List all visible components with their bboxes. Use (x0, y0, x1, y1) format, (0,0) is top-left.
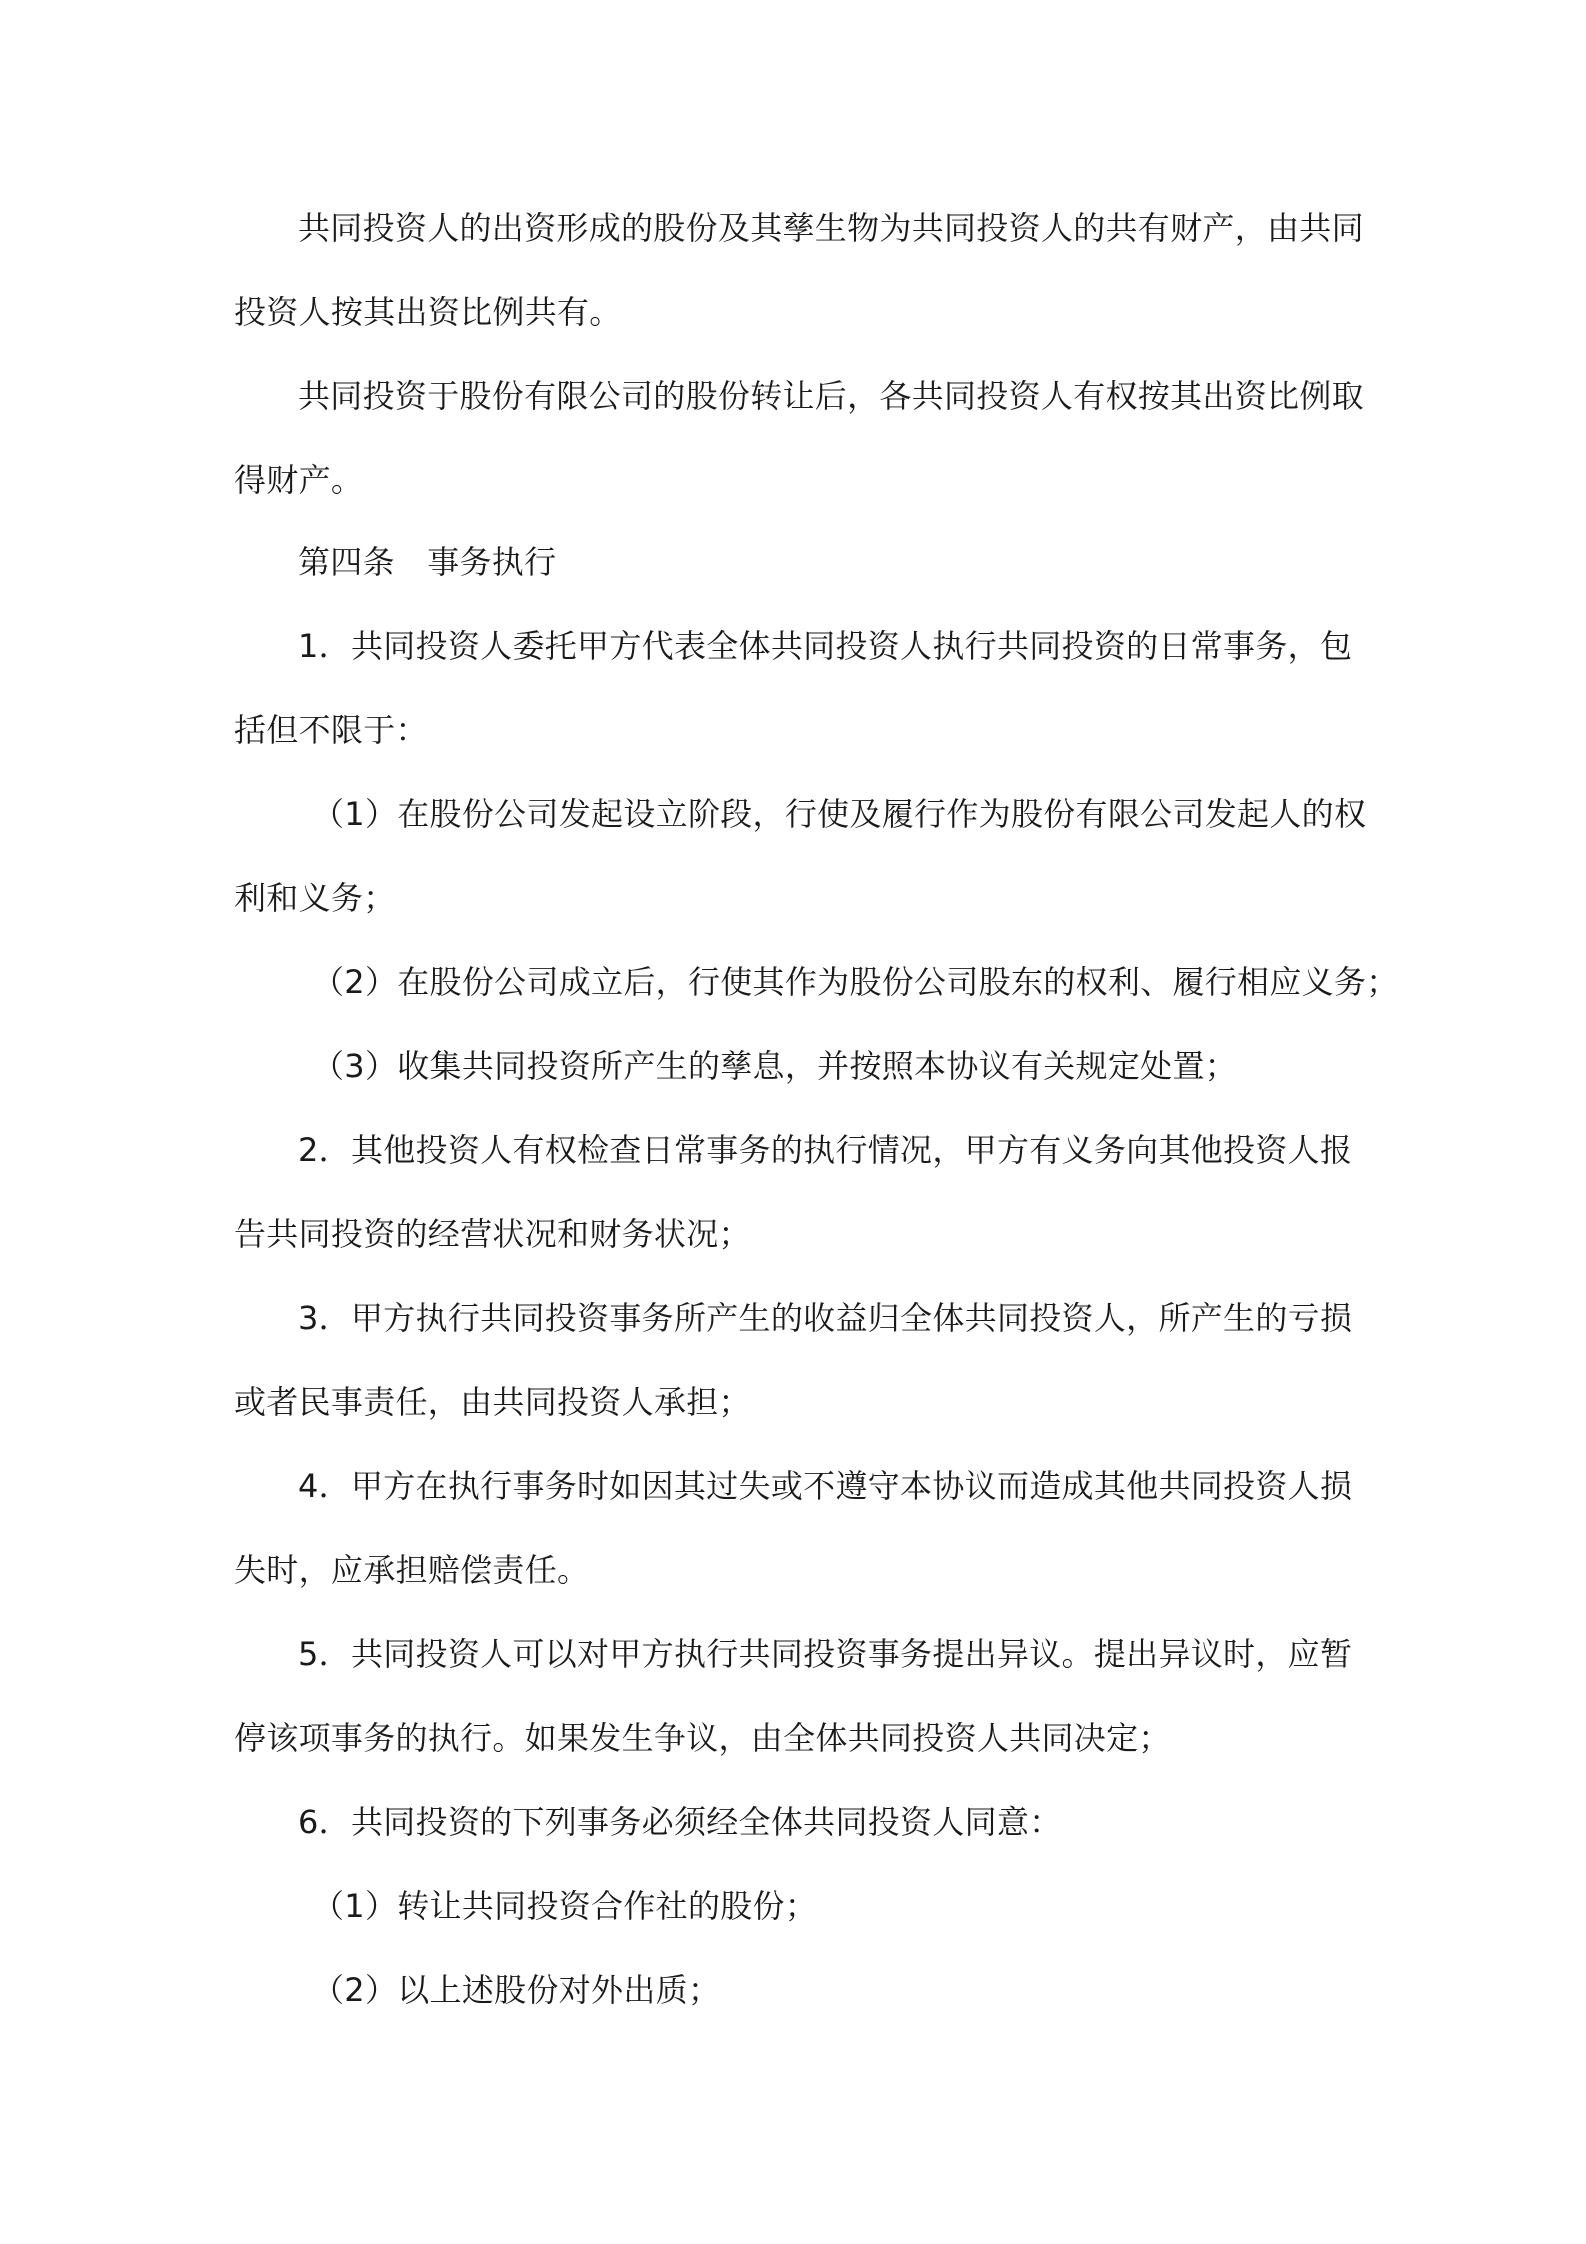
article-heading: 第四条 事务执行 (298, 543, 557, 581)
list-item-line: （2）在股份公司成立后，行使其作为股份公司股东的权利、履行相应义务； (312, 963, 1399, 1001)
paragraph-line: 共同投资于股份有限公司的股份转让后，各共同投资人有权按其出资比例取 (298, 377, 1364, 415)
list-item-line: （2）以上述股份对外出质； (312, 1971, 721, 2009)
paragraph-line: 3．甲方执行共同投资事务所产生的收益归全体共同投资人，所产生的亏损 (298, 1299, 1353, 1337)
paragraph-line: 括但不限于： (234, 711, 428, 749)
list-item-line: （1）在股份公司发起设立阶段，行使及履行作为股份有限公司发起人的权 (312, 795, 1367, 833)
paragraph-line: 共同投资人的出资形成的股份及其孳生物为共同投资人的共有财产，由共同 (298, 209, 1364, 247)
paragraph-line: 6．共同投资的下列事务必须经全体共同投资人同意： (298, 1803, 1062, 1841)
paragraph-line: 得财产。 (234, 461, 364, 499)
list-item-line: （1）转让共同投资合作社的股份； (312, 1887, 818, 1925)
paragraph-line: 告共同投资的经营状况和财务状况； (234, 1215, 751, 1253)
paragraph-line: 利和义务； (234, 879, 396, 917)
paragraph-line: 2．其他投资人有权检查日常事务的执行情况，甲方有义务向其他投资人报 (298, 1131, 1353, 1169)
paragraph-line: 或者民事责任，由共同投资人承担； (234, 1383, 751, 1421)
paragraph-line: 4．甲方在执行事务时如因其过失或不遵守本协议而造成其他共同投资人损 (298, 1467, 1353, 1505)
paragraph-line: 投资人按其出资比例共有。 (234, 293, 622, 331)
paragraph-line: 5．共同投资人可以对甲方执行共同投资事务提出异议。提出异议时，应暂 (298, 1635, 1353, 1673)
list-item-line: （3）收集共同投资所产生的孳息，并按照本协议有关规定处置； (312, 1047, 1238, 1085)
paragraph-line: 1．共同投资人委托甲方代表全体共同投资人执行共同投资的日常事务，包 (298, 627, 1353, 665)
paragraph-line: 停该项事务的执行。如果发生争议，由全体共同投资人共同决定； (234, 1719, 1171, 1757)
paragraph-line: 失时，应承担赔偿责任。 (234, 1551, 590, 1589)
